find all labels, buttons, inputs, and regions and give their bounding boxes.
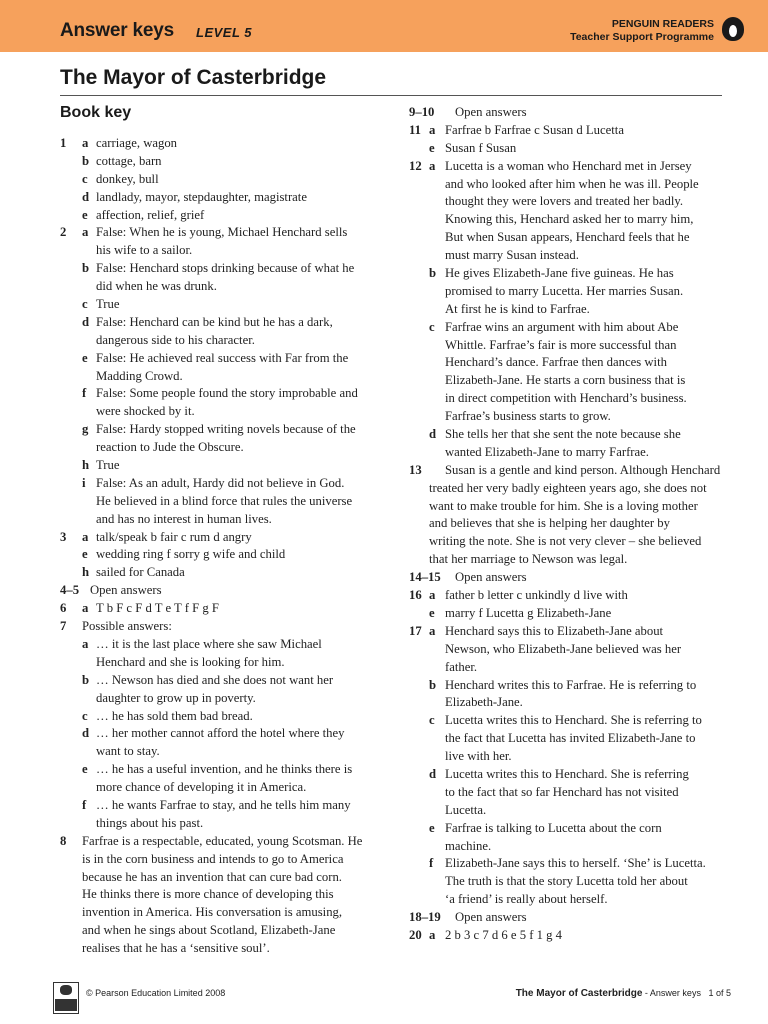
answer-line (409, 533, 727, 551)
title-divider (60, 95, 722, 96)
answer-line (60, 350, 372, 368)
answer-line (409, 730, 727, 748)
answer-line (409, 498, 727, 516)
answer-text: is in the corn business and intends to go to America (82, 851, 344, 866)
question-number: 16 (409, 588, 422, 603)
question-number: 2 (60, 225, 67, 240)
answer-text: wedding ring f sorry g wife and child (96, 547, 286, 562)
answer-text: … he has sold them bad bread. (96, 708, 253, 723)
header-level: LEVEL 5 (196, 25, 253, 40)
answer-line (409, 176, 727, 194)
answer-text: He believed in a blind force that rules the universe (96, 493, 353, 508)
answer-text: things about his past. (96, 815, 204, 830)
answer-text: donkey, bull (96, 171, 159, 186)
question-number: 20 (409, 927, 422, 942)
item-letter: b (429, 266, 437, 281)
answer-text: Elizabeth-Jane. (445, 695, 523, 710)
answer-line (409, 104, 727, 122)
answer-text: Henchard and she is looking for him. (96, 654, 285, 669)
answer-text: T b F c F d T e T f F g F (96, 601, 219, 616)
answer-text: False: Some people found the story improbable and (96, 386, 358, 401)
answer-line (409, 605, 727, 623)
answer-line (60, 314, 372, 332)
penguin-logo-icon (722, 17, 744, 41)
answer-text: Farfrae is a respectable, educated, young Scotsman. He (82, 833, 363, 848)
item-letter: a (82, 636, 89, 651)
answer-line (409, 372, 727, 390)
item-letter: f (82, 386, 87, 401)
question-number: 9–10 (409, 105, 435, 119)
answer-text: talk/speak b fair c rum d angry (96, 529, 252, 544)
answer-text: … it is the last place where she saw Michael (96, 636, 322, 651)
answer-line (409, 677, 727, 695)
answer-line (60, 385, 372, 403)
answer-text: 2 b 3 c 7 d 6 e 5 f 1 g 4 (445, 927, 562, 942)
answer-line (60, 278, 372, 296)
answer-line (409, 659, 727, 677)
answer-text: in direct competition with Henchard’s business. (445, 391, 687, 406)
answer-line (60, 618, 372, 636)
item-letter: f (429, 856, 434, 871)
answer-line (60, 403, 372, 421)
header-bar (0, 0, 768, 52)
answer-line (60, 493, 372, 511)
item-letter: a (82, 225, 89, 240)
item-letter: a (429, 623, 436, 638)
answer-line (60, 296, 372, 314)
answer-text: and believes that she is helping her daughter by (429, 516, 670, 531)
answer-line (409, 193, 727, 211)
answer-line (60, 153, 372, 171)
answer-line (409, 337, 727, 355)
answer-text: cottage, barn (96, 153, 162, 168)
item-letter: a (429, 588, 436, 603)
item-letter: d (429, 766, 437, 781)
answer-text: because he has an invention that can cure bad corn. (82, 869, 342, 884)
item-letter: d (82, 726, 90, 741)
answer-text: Elizabeth-Jane. He starts a corn business that is (445, 373, 686, 388)
answer-text: ‘a friend’ is really about herself. (445, 892, 608, 907)
answer-text: the fact that Lucetta has invited Elizabeth-Jane to (445, 731, 696, 746)
answer-text: Open answers (455, 910, 527, 925)
answer-text: promised to marry Lucetta. Her marries Susan. (445, 283, 684, 298)
answer-line (409, 140, 727, 158)
answer-text: Newson, who Elizabeth-Jane believed was her (445, 641, 682, 656)
answer-line (409, 784, 727, 802)
answer-line (60, 457, 372, 475)
answer-text: Lucetta. (445, 802, 487, 817)
answer-line (60, 815, 372, 833)
answer-text: True (96, 458, 120, 473)
item-letter: e (429, 140, 435, 155)
answer-line (60, 564, 372, 582)
item-letter: d (82, 189, 90, 204)
answer-text: False: Hardy stopped writing novels because of the (96, 422, 356, 437)
answer-text: father b letter c unkindly d live with (445, 588, 628, 603)
item-letter: e (82, 547, 88, 562)
answer-text: … he has a useful invention, and he thinks there is (96, 762, 353, 777)
brand-text (570, 18, 714, 44)
answer-line (60, 224, 372, 242)
footer-book-title: The Mayor of Casterbridge (515, 988, 643, 999)
answer-text: must marry Susan instead. (445, 248, 579, 263)
answer-text: False: Henchard can be kind but he has a dark, (96, 314, 333, 329)
answer-text: landlady, mayor, stepdaughter, magistrate (96, 189, 307, 204)
answer-text: … he wants Farfrae to stay, and he tells him many (96, 797, 351, 812)
answer-line (60, 636, 372, 654)
answer-line (409, 623, 727, 641)
item-letter: i (82, 475, 86, 490)
question-number: 1 (60, 136, 67, 150)
answer-text: and who looked after him when he was ill. People (445, 176, 699, 191)
answer-text: were shocked by it. (96, 404, 195, 419)
answer-line (60, 672, 372, 690)
answer-text: Farfrae wins an argument with him about Abe (445, 319, 679, 334)
item-letter: a (429, 122, 436, 137)
answer-text: affection, relief, grief (96, 207, 205, 222)
item-letter: b (82, 261, 90, 276)
answer-text: want to make trouble for him. She is a loving mother (429, 498, 698, 513)
header-title: Answer keys (60, 20, 174, 41)
answer-text: False: When he is young, Michael Henchard sells (96, 225, 348, 240)
question-number: 4–5 (60, 583, 80, 598)
section-title: Book key (60, 104, 132, 121)
answer-text: Lucetta writes this to Henchard. She is referring (445, 766, 689, 781)
answer-text: carriage, wagon (96, 136, 178, 150)
answer-line (409, 802, 727, 820)
answer-text: realises that he has a ‘sensitive soul’. (82, 941, 270, 956)
answer-text: writing the note. She is not very clever – she believed (429, 534, 702, 549)
answer-text: Henchard writes this to Farfrae. He is referring to (445, 677, 697, 692)
answer-line (60, 242, 372, 260)
item-letter: e (82, 762, 88, 777)
answer-line (409, 426, 727, 444)
answer-text: She tells her that she sent the note because she (445, 427, 681, 442)
answer-line (409, 444, 727, 462)
answer-text: his wife to a sailor. (96, 243, 193, 258)
answer-text: Henchard’s dance. Farfrae then dances with (445, 355, 667, 370)
item-letter: h (82, 458, 90, 473)
question-number: 7 (60, 619, 67, 634)
answer-line (60, 904, 372, 922)
item-letter: b (82, 672, 90, 687)
item-letter: e (82, 350, 88, 365)
answer-line (60, 582, 372, 600)
answer-text: False: Henchard stops drinking because of what he (96, 261, 355, 276)
answer-text: He thinks there is more chance of developing this (82, 887, 334, 902)
answer-line (409, 283, 727, 301)
answer-text: thought they were lovers and treated her badly. (445, 194, 684, 209)
footer-page-info (516, 988, 731, 999)
answer-line (409, 820, 727, 838)
answer-line (60, 922, 372, 940)
answer-text: At first he is kind to Farfrae. (445, 301, 590, 316)
answer-line (409, 873, 727, 891)
answer-line (409, 694, 727, 712)
answer-line (409, 158, 727, 176)
answer-text: live with her. (445, 749, 512, 764)
answer-line (409, 927, 727, 945)
answer-line (409, 408, 727, 426)
brand-line2: Teacher Support Programme (570, 31, 714, 43)
answer-line (60, 260, 372, 278)
answer-text: Open answers (90, 583, 162, 598)
item-letter: d (429, 427, 437, 442)
item-letter: a (82, 136, 89, 150)
answer-line (409, 122, 727, 140)
answer-text: reaction to Jude the Obscure. (96, 440, 244, 455)
answer-text: Susan is a gentle and kind person. Although Henchard (445, 462, 721, 477)
answer-text: Knowing this, Henchard asked her to marry him, (445, 212, 694, 227)
answer-line (409, 712, 727, 730)
answer-line (409, 462, 727, 480)
answer-text: wanted Elizabeth-Jane to marry Farfrae. (445, 444, 649, 459)
answer-line (60, 779, 372, 797)
answer-line (60, 833, 372, 851)
answer-text: to the fact that so far Henchard has not visited (445, 784, 679, 799)
answer-text: more chance of developing it in America. (96, 780, 307, 795)
item-letter: f (82, 797, 87, 812)
answer-text: and has no interest in human lives. (96, 511, 272, 526)
answer-text: sailed for Canada (96, 565, 185, 580)
item-letter: b (429, 677, 437, 692)
footer (0, 978, 768, 1018)
answer-text: Henchard says this to Elizabeth-Jane about (445, 623, 664, 638)
answer-text: … Newson has died and she does not want her (96, 672, 334, 687)
answer-column-right (409, 104, 727, 945)
answer-text: He gives Elizabeth-Jane five guineas. He has (445, 266, 674, 281)
answer-column-left (60, 135, 372, 958)
answer-text: … her mother cannot afford the hotel where they (96, 726, 345, 741)
answer-line (409, 319, 727, 337)
answer-text: Farfrae b Farfrae c Susan d Lucetta (445, 122, 624, 137)
item-letter: a (429, 158, 436, 173)
answer-text: want to stay. (96, 744, 160, 759)
item-letter: e (429, 605, 435, 620)
answer-text: The truth is that the story Lucetta told her about (445, 874, 688, 889)
answer-line (60, 654, 372, 672)
answer-line (409, 515, 727, 533)
answer-text: invention in America. His conversation is amusing, (82, 905, 343, 920)
answer-line (409, 265, 727, 283)
question-number: 12 (409, 158, 422, 173)
question-number: 14–15 (409, 570, 441, 585)
answer-line (409, 748, 727, 766)
answer-line (60, 475, 372, 493)
answer-line (60, 725, 372, 743)
answer-line (60, 708, 372, 726)
answer-line (409, 301, 727, 319)
answer-text: Whittle. Farfrae’s fair is more successful than (445, 337, 677, 352)
answer-line (60, 135, 372, 153)
answer-text: Open answers (455, 105, 527, 119)
question-number: 6 (60, 601, 67, 616)
answer-line (60, 546, 372, 564)
answer-line (409, 480, 727, 498)
answer-text: False: As an adult, Hardy did not believe in God. (96, 475, 345, 490)
answer-text: True (96, 297, 120, 312)
item-letter: c (82, 297, 88, 312)
answer-line (60, 940, 372, 958)
answer-text: But when Susan appears, Henchard feels that he (445, 230, 690, 245)
answer-text: marry f Lucetta g Elizabeth-Jane (445, 605, 612, 620)
answer-line (60, 439, 372, 457)
item-letter: h (82, 565, 90, 580)
answer-line (60, 529, 372, 547)
answer-line (409, 587, 727, 605)
answer-text: Farfrae’s business starts to grow. (445, 409, 611, 424)
footer-suffix: - Answer keys (644, 988, 701, 998)
item-letter: e (82, 207, 88, 222)
page-title: The Mayor of Casterbridge (60, 66, 327, 89)
answer-line (409, 855, 727, 873)
answer-text: machine. (445, 838, 492, 853)
answer-line (60, 886, 372, 904)
answer-line (409, 229, 727, 247)
answer-line (409, 766, 727, 784)
item-letter: g (82, 422, 89, 437)
answer-line (409, 838, 727, 856)
item-letter: c (82, 171, 88, 186)
item-letter: c (82, 708, 88, 723)
page-number: 1 of 5 (708, 988, 731, 998)
copyright-text: © Pearson Education Limited 2008 (86, 988, 226, 998)
item-letter: d (82, 314, 90, 329)
answer-text: daughter to grow up in poverty. (96, 690, 256, 705)
answer-line (409, 569, 727, 587)
answer-text: Open answers (455, 570, 527, 585)
answer-line (409, 551, 727, 569)
item-letter: b (82, 153, 90, 168)
answer-line (409, 211, 727, 229)
pearson-longman-logo-icon (53, 982, 79, 1014)
item-letter: c (429, 319, 435, 334)
item-letter: a (82, 601, 89, 616)
answer-text: False: He achieved real success with Far from the (96, 350, 349, 365)
answer-text: Possible answers: (82, 619, 172, 634)
question-number: 17 (409, 623, 422, 638)
item-letter: a (82, 529, 89, 544)
answer-line (60, 743, 372, 761)
answer-text: that her marriage to Newson was legal. (429, 552, 628, 567)
answer-text: Madding Crowd. (96, 368, 183, 383)
item-letter: a (429, 927, 436, 942)
answer-line (60, 851, 372, 869)
answer-line (60, 189, 372, 207)
question-number: 3 (60, 529, 67, 544)
answer-text: Elizabeth-Jane says this to herself. ‘She’ is Lucetta. (445, 856, 706, 871)
answer-line (409, 641, 727, 659)
answer-line (60, 368, 372, 386)
answer-text: and when he sings about Scotland, Elizabeth-Jane (82, 923, 336, 938)
answer-line (60, 761, 372, 779)
answer-line (60, 332, 372, 350)
answer-line (409, 909, 727, 927)
answer-line (409, 891, 727, 909)
question-number: 13 (409, 462, 422, 477)
answer-text: Lucetta is a woman who Henchard met in Jersey (445, 158, 692, 173)
answer-text: Lucetta writes this to Henchard. She is referring to (445, 713, 702, 728)
answer-line (409, 354, 727, 372)
question-number: 18–19 (409, 910, 441, 925)
answer-text: did when he was drunk. (96, 279, 217, 294)
answer-line (60, 207, 372, 225)
brand-line1: PENGUIN READERS (611, 18, 714, 30)
answer-line (60, 690, 372, 708)
answer-line (60, 600, 372, 618)
item-letter: e (429, 820, 435, 835)
answer-text: Farfrae is talking to Lucetta about the corn (445, 820, 662, 835)
answer-line (409, 390, 727, 408)
answer-line (409, 247, 727, 265)
question-number: 8 (60, 833, 67, 848)
answer-text: Susan f Susan (445, 140, 517, 155)
answer-text: treated her very badly eighteen years ago, she does not (429, 480, 707, 495)
item-letter: c (429, 713, 435, 728)
answer-line (60, 511, 372, 529)
answer-text: dangerous side to his character. (96, 332, 255, 347)
answer-line (60, 869, 372, 887)
answer-line (60, 171, 372, 189)
answer-text: father. (445, 659, 478, 674)
answer-line (60, 421, 372, 439)
answer-line (60, 797, 372, 815)
question-number: 11 (409, 122, 421, 137)
